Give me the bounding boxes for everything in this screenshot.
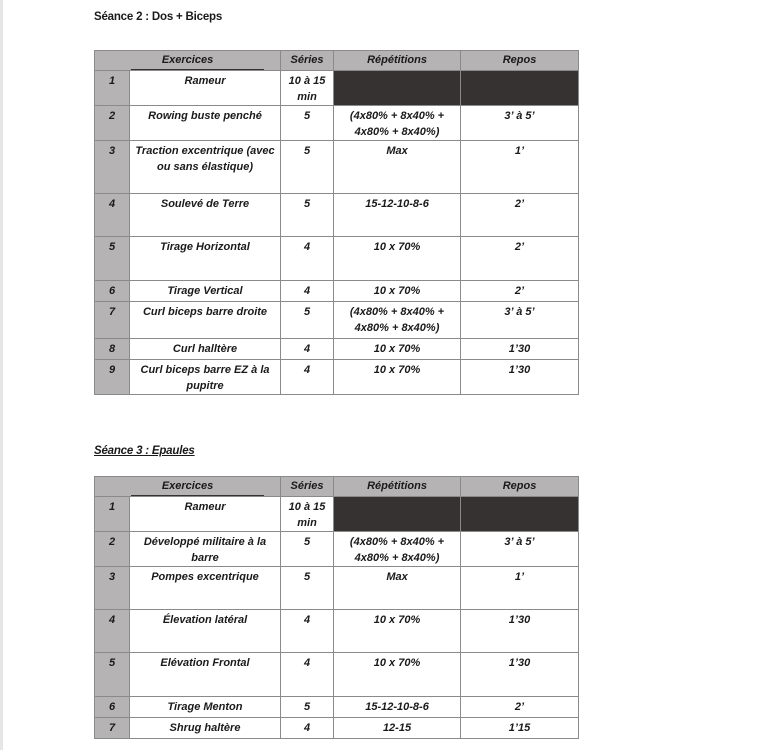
series-value: 5 [281, 532, 334, 567]
series-value: 4 [281, 653, 334, 697]
series-value: 4 [281, 718, 334, 739]
rest-value: 2’ [461, 281, 579, 302]
table-row [95, 71, 579, 106]
header-rest: Repos [461, 51, 579, 71]
rest-value [461, 71, 579, 106]
table-row [95, 567, 579, 610]
row-number: 7 [95, 718, 130, 739]
header-rest: Repos [461, 477, 579, 497]
rest-value: 2’ [461, 697, 579, 718]
reps-value: Max [334, 567, 461, 610]
exercise-name: Curl halltère [130, 339, 281, 360]
series-value: 4 [281, 339, 334, 360]
table-header-row [95, 51, 579, 71]
exercise-name: Tirage Menton [130, 697, 281, 718]
table-row [95, 497, 579, 532]
table-row [95, 360, 579, 395]
session-3-table [94, 476, 579, 739]
rest-value [461, 497, 579, 532]
rest-value: 1’30 [461, 339, 579, 360]
exercise-name: Tirage Vertical [130, 281, 281, 302]
reps-value: 10 x 70% [334, 339, 461, 360]
reps-value: Max [334, 141, 461, 194]
exercise-name: Shrug haltère [130, 718, 281, 739]
rest-value: 1’30 [461, 653, 579, 697]
rest-value: 1’30 [461, 610, 579, 653]
row-number: 6 [95, 697, 130, 718]
series-value: 5 [281, 567, 334, 610]
row-number: 5 [95, 653, 130, 697]
rest-value: 1’ [461, 567, 579, 610]
reps-value: 15-12-10-8-6 [334, 697, 461, 718]
reps-value: (4x80% + 8x40% + 4x80% + 8x40%) [334, 106, 461, 141]
session-3-title: Séance 3 : Epaules [94, 445, 195, 457]
session-2-title: Séance 2 : Dos + Biceps [94, 11, 223, 23]
series-value: 5 [281, 141, 334, 194]
row-number: 8 [95, 339, 130, 360]
reps-value: 10 x 70% [334, 281, 461, 302]
series-value: 4 [281, 610, 334, 653]
rest-value: 1’ [461, 141, 579, 194]
row-number: 7 [95, 302, 130, 339]
reps-value: 10 x 70% [334, 237, 461, 281]
reps-value: (4x80% + 8x40% + 4x80% + 8x40%) [334, 532, 461, 567]
table-row [95, 532, 579, 567]
exercise-name: Pompes excentrique [130, 567, 281, 610]
table-row [95, 718, 579, 739]
reps-value: 12-15 [334, 718, 461, 739]
series-value: 5 [281, 106, 334, 141]
header-exercises: Exercices [95, 477, 281, 497]
header-series: Séries [281, 477, 334, 497]
exercise-name: Rowing buste penché [130, 106, 281, 141]
exercise-name: Traction excentrique (avec ou sans élastique) [130, 141, 281, 194]
page-edge [0, 0, 3, 750]
series-value: 4 [281, 237, 334, 281]
series-value: 4 [281, 281, 334, 302]
exercise-name: Tirage Horizontal [130, 237, 281, 281]
table-row [95, 194, 579, 237]
header-exercises: Exercices [95, 51, 281, 71]
reps-value: 15-12-10-8-6 [334, 194, 461, 237]
reps-value [334, 497, 461, 532]
row-number: 5 [95, 237, 130, 281]
table-row [95, 237, 579, 281]
series-value: 10 à 15 min [281, 71, 334, 106]
row-number: 1 [95, 71, 130, 106]
series-value: 5 [281, 194, 334, 237]
exercise-name: Curl biceps barre EZ à la pupitre [130, 360, 281, 395]
table-row [95, 653, 579, 697]
exercise-name: Curl biceps barre droite [130, 302, 281, 339]
rest-value: 2’ [461, 237, 579, 281]
reps-value: (4x80% + 8x40% + 4x80% + 8x40%) [334, 302, 461, 339]
series-value: 5 [281, 697, 334, 718]
session-2-body [95, 71, 579, 395]
table-row [95, 339, 579, 360]
header-reps: Répétitions [334, 51, 461, 71]
reps-value: 10 x 70% [334, 610, 461, 653]
reps-value: 10 x 70% [334, 360, 461, 395]
rest-value: 1’30 [461, 360, 579, 395]
rest-value: 2’ [461, 194, 579, 237]
row-number: 4 [95, 610, 130, 653]
row-number: 1 [95, 497, 130, 532]
header-reps: Répétitions [334, 477, 461, 497]
exercise-name: Rameur [130, 497, 281, 532]
table-header-row [95, 477, 579, 497]
row-number: 9 [95, 360, 130, 395]
exercise-name: Soulevé de Terre [130, 194, 281, 237]
row-number: 3 [95, 141, 130, 194]
exercise-name: Elévation Frontal [130, 653, 281, 697]
table-row [95, 302, 579, 339]
session-3-body [95, 497, 579, 739]
row-number: 6 [95, 281, 130, 302]
session-2-table [94, 50, 579, 395]
header-series: Séries [281, 51, 334, 71]
exercise-name: Rameur [130, 71, 281, 106]
row-number: 3 [95, 567, 130, 610]
table-row [95, 281, 579, 302]
rest-value: 3’ à 5’ [461, 532, 579, 567]
row-number: 2 [95, 106, 130, 141]
series-value: 4 [281, 360, 334, 395]
table-row [95, 106, 579, 141]
rest-value: 1’15 [461, 718, 579, 739]
series-value: 10 à 15 min [281, 497, 334, 532]
rest-value: 3’ à 5’ [461, 302, 579, 339]
series-value: 5 [281, 302, 334, 339]
table-row [95, 697, 579, 718]
rest-value: 3’ à 5’ [461, 106, 579, 141]
reps-value: 10 x 70% [334, 653, 461, 697]
row-number: 4 [95, 194, 130, 237]
table-row [95, 610, 579, 653]
exercise-name: Élevation latéral [130, 610, 281, 653]
reps-value [334, 71, 461, 106]
table-row [95, 141, 579, 194]
row-number: 2 [95, 532, 130, 567]
exercise-name: Développé militaire à la barre [130, 532, 281, 567]
